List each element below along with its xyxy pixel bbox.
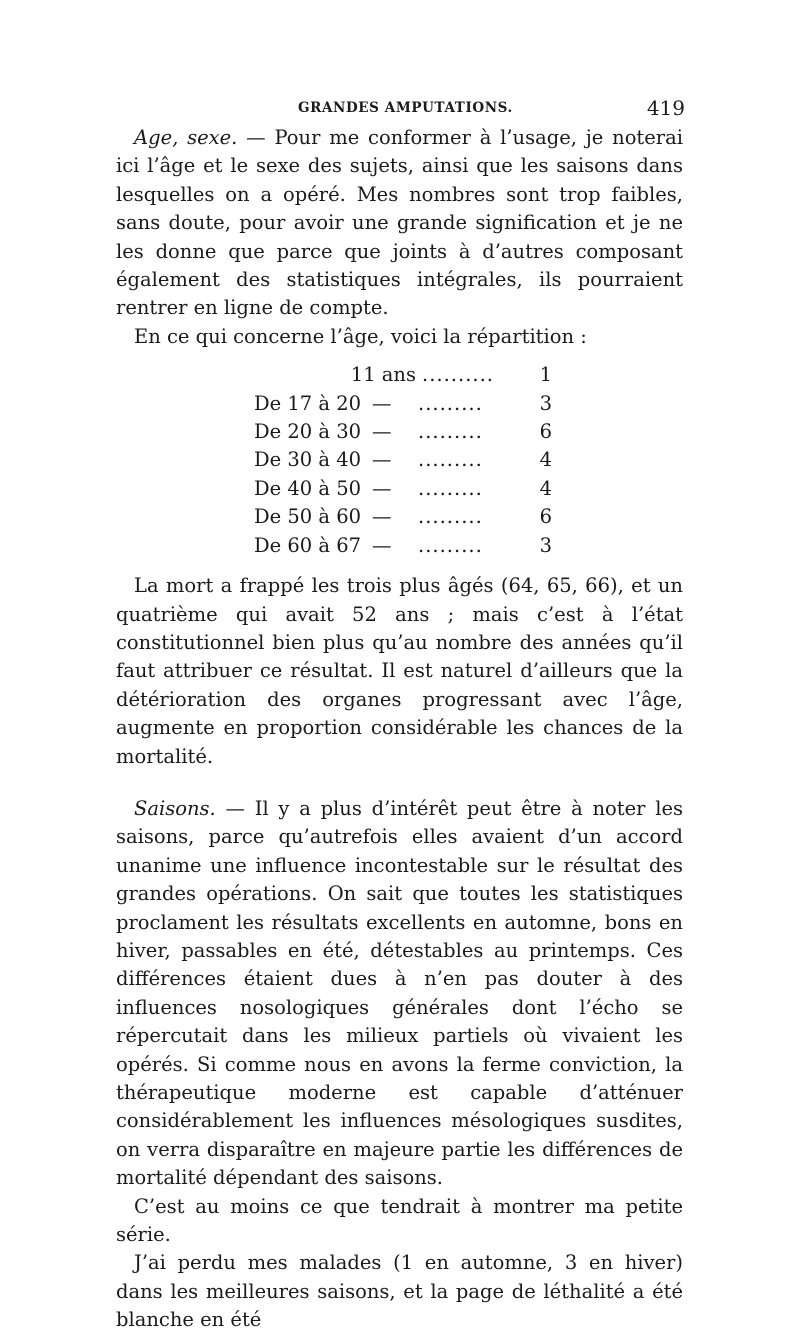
age-range-cell: De 20 à 30 [254,420,362,444]
age-range-cell: De 30 à 40 [254,448,362,472]
ditto-dash-cell: — [372,420,392,444]
body-text [116,124,683,1335]
age-count-cell: 4 [539,448,552,472]
age-distribution-table [254,361,552,560]
age-count-cell: 1 [539,363,552,387]
paragraph-age-intro: En ce qui concerne l’âge, voici la répartition : [134,324,587,348]
age-count-cell: 6 [539,505,552,529]
age-count-cell: 3 [539,391,552,415]
age-label-cell: 11 ans [350,363,416,387]
age-range-cell: De 40 à 50 [254,476,362,500]
page-header [118,96,685,122]
leader-dots-cell: .......... [422,363,494,387]
age-table-row [254,418,552,446]
age-table-row [254,503,552,531]
running-title: GRANDES AMPUTATIONS. [298,100,513,116]
age-count-cell: 4 [539,476,552,500]
age-count-cell: 6 [539,420,552,444]
paragraph-mortality: La mort a frappé les trois plus âgés (64, 65, 66), et un quatrième qui avait 52 ans ; mais c’est à l’état constitutionnel bien plus qu’au nombre des années qu’il faut attribuer ce résultat. Il est naturel d’ailleurs que la détérioration des organes progressant avec l’âge, augmente en proportion considérable les chances de la mortalité. [116,574,683,768]
age-table-row [254,390,552,418]
age-range-cell: De 17 à 20 [254,391,362,415]
age-range-cell: De 50 à 60 [254,505,362,529]
age-table-row [254,532,552,560]
leader-dots-cell: ......... [418,420,483,444]
ditto-dash-cell: — [372,448,392,472]
page-number: 419 [646,96,685,120]
leader-dots-cell: ......... [418,391,483,415]
age-count-cell: 3 [539,533,552,557]
leader-dots-cell: ......... [418,448,483,472]
leader-dots-cell: ......... [418,505,483,529]
ditto-dash-cell: — [372,476,392,500]
age-range-cell: De 60 à 67 [254,533,362,557]
paragraph-malades: J’ai perdu mes malades (1 en automne, 3 en hiver) dans les meilleures saisons, et la page de léthalité a été blanche en été [116,1251,683,1332]
section-label-saisons: Saisons. [134,796,216,820]
paragraph-petite-serie: C’est au moins ce que tendrait à montrer ma petite série. [116,1194,683,1247]
leader-dots-cell: ......... [418,533,483,557]
paragraph-age-sexe [116,124,683,323]
ditto-dash-cell: — [372,505,392,529]
age-table-row [254,475,552,503]
section-label-age-sexe: Age, sexe. [134,126,238,149]
paragraph-gap [116,771,683,795]
paragraph-saisons [116,795,683,1193]
age-table-row [254,361,552,389]
leader-dots-cell: ......... [418,476,483,500]
age-table-row [254,446,552,474]
paragraph-saisons-text: — Il y a plus d’intérêt peut être à noter les saisons, parce qu’autrefois elles avaient d’un accord unanime une influence incontestable sur le résultat des grandes opérations. On sait que toutes les statistiques proclament les résultats excellents en automne, bons en hiver, passables en été, détestables au printemps. Ces différences étaient dues à n’en pas douter à des influences nosologiques générales dont l’écho se répercutait dans les milieux partiels où vivaient les opérés. Si comme nous en avons la ferme conviction, la thérapeutique moderne est capable d’atténuer considérablement les influences mésologiques susdites, on verra disparaître en majeure partie les différences de mortalité dépendant des saisons. [116,796,683,1190]
ditto-dash-cell: — [372,533,392,557]
paragraph-age-sexe-text: — Pour me conformer à l’usage, je noterai ici l’âge et le sexe des sujets, ainsi que les saisons dans lesquelles on a opéré. Mes nombres sont trop faibles, sans doute, pour avoir une grande signification et je ne les donne que parce que joints à d’autres composant également des statistiques intégrales, ils pourraient rentrer en ligne de compte. [116,126,683,320]
ditto-dash-cell: — [372,391,392,415]
